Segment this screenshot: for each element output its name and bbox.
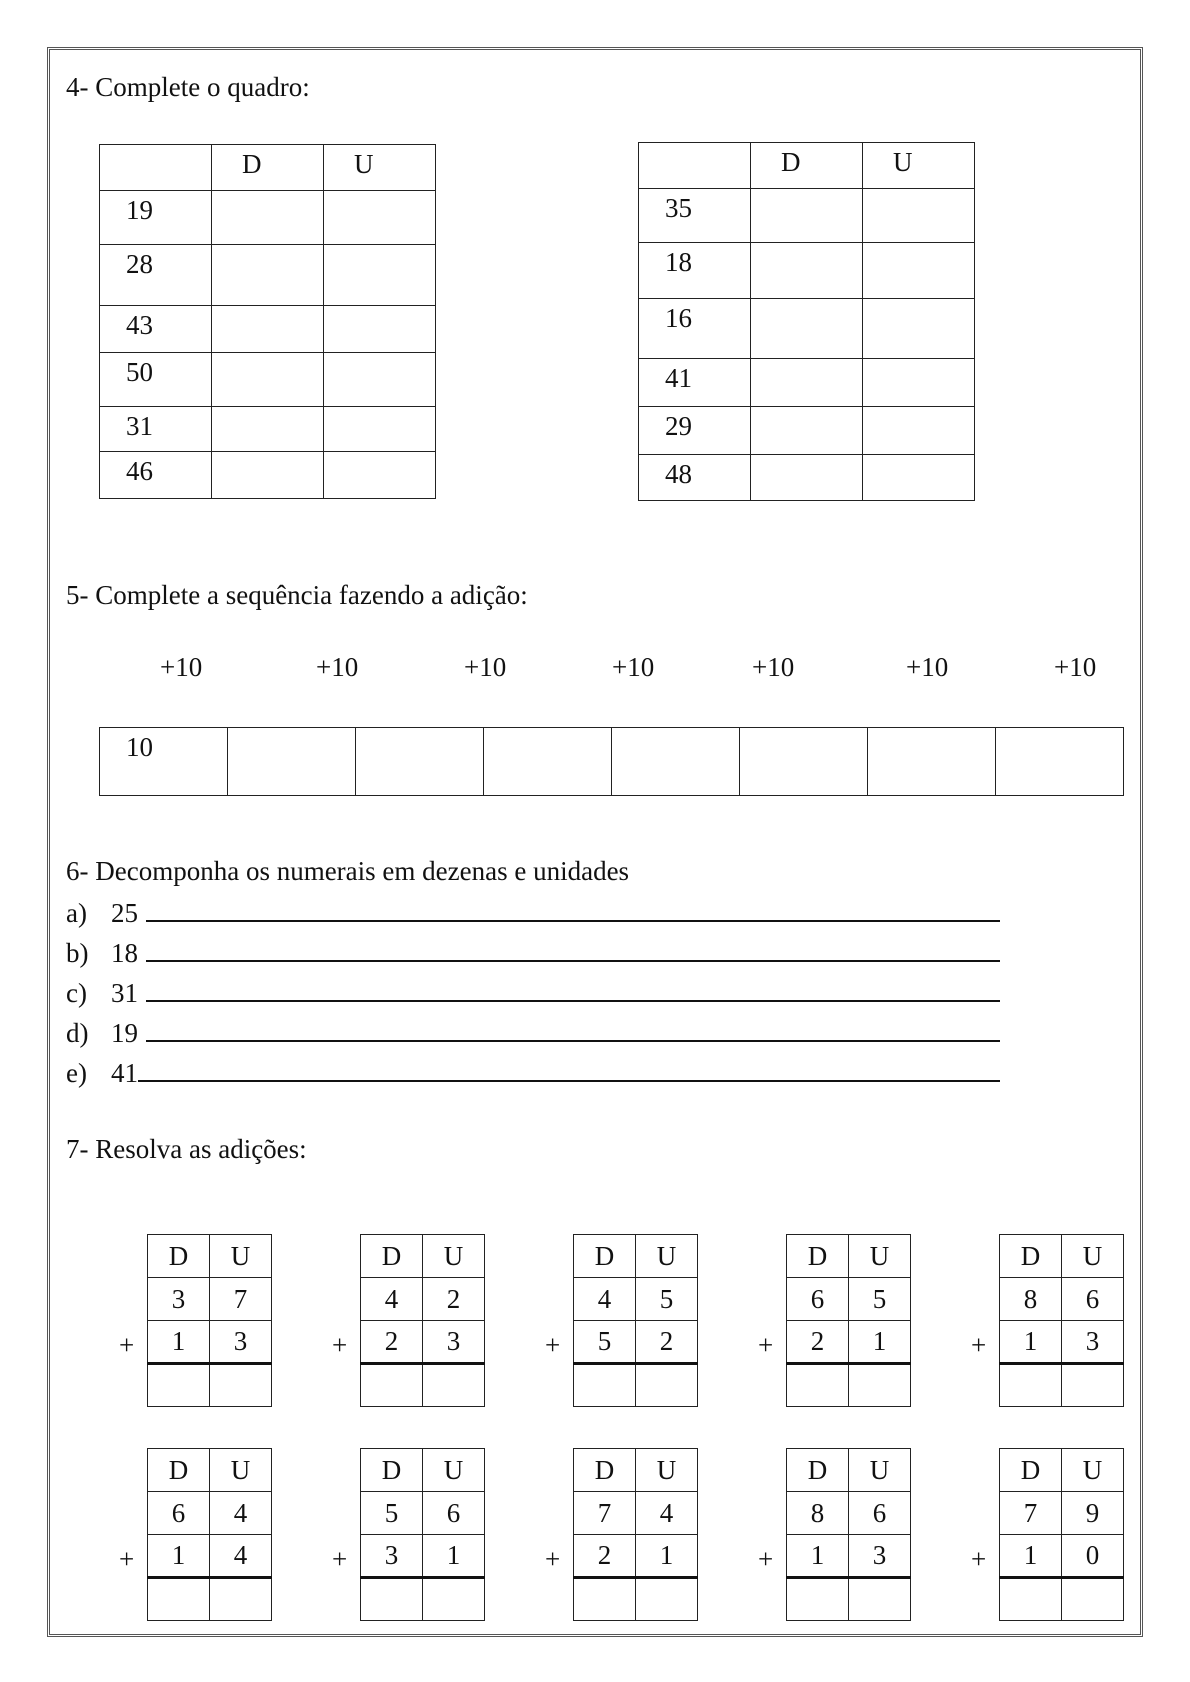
addend-row (148, 1321, 272, 1364)
units-header: U (423, 1235, 485, 1278)
sequence-answer-cell[interactable] (868, 728, 996, 796)
table-row (639, 299, 975, 359)
plus-sign: + (119, 1544, 135, 1574)
tens-answer-cell[interactable] (212, 306, 324, 353)
addition-table (573, 1448, 698, 1621)
units-answer-cell[interactable] (849, 1364, 911, 1407)
units-answer-cell[interactable] (423, 1578, 485, 1621)
answer-line[interactable] (146, 936, 1000, 962)
addition-table (786, 1448, 911, 1621)
addend-row (361, 1492, 485, 1535)
units-header: U (849, 1449, 911, 1492)
tens-digit: 2 (787, 1321, 849, 1364)
decomposition-item (66, 896, 1000, 927)
item-label: b) (66, 938, 89, 968)
plus-sign: + (971, 1330, 987, 1360)
addition-problem (971, 1234, 1124, 1407)
units-digit: 4 (636, 1492, 698, 1535)
addend-row (574, 1278, 698, 1321)
tens-digit: 3 (148, 1278, 210, 1321)
decomposition-item (66, 1056, 1000, 1087)
sum-row (1000, 1364, 1124, 1407)
sum-row (148, 1578, 272, 1621)
decomposition-item (66, 936, 1000, 967)
units-answer-cell[interactable] (324, 306, 436, 353)
units-header: U (636, 1449, 698, 1492)
tens-digit: 2 (361, 1321, 423, 1364)
item-number: 19 (111, 1018, 138, 1048)
tens-answer-cell[interactable] (751, 407, 863, 455)
units-digit: 7 (210, 1278, 272, 1321)
number-cell: 16 (639, 299, 751, 359)
units-digit: 5 (636, 1278, 698, 1321)
tens-digit: 1 (1000, 1535, 1062, 1578)
addition-table (999, 1234, 1124, 1407)
tens-answer-cell[interactable] (751, 359, 863, 407)
table-row (100, 353, 436, 407)
number-cell: 48 (639, 455, 751, 501)
answer-line[interactable] (138, 1056, 1000, 1082)
tens-answer-cell[interactable] (212, 407, 324, 452)
plus-ten-label: +10 (612, 652, 655, 682)
plus-sign: + (332, 1330, 348, 1360)
addend-row (148, 1492, 272, 1535)
tens-answer-cell[interactable] (787, 1578, 849, 1621)
tens-header: D (787, 1235, 849, 1278)
units-digit: 2 (636, 1321, 698, 1364)
header-row (574, 1449, 698, 1492)
table-header-row (639, 143, 975, 189)
plus-sign: + (119, 1330, 135, 1360)
addend-row (574, 1535, 698, 1578)
tens-answer-cell[interactable] (148, 1364, 210, 1407)
sequence-answer-cell[interactable] (612, 728, 740, 796)
table-row (639, 359, 975, 407)
tens-digit: 7 (574, 1492, 636, 1535)
header-row (148, 1449, 272, 1492)
sequence-answer-cell[interactable] (996, 728, 1124, 796)
header-row (574, 1235, 698, 1278)
addend-row (787, 1535, 911, 1578)
tens-answer-cell[interactable] (212, 452, 324, 499)
tens-header: D (787, 1449, 849, 1492)
units-digit: 3 (1062, 1321, 1124, 1364)
table-row (639, 455, 975, 501)
addend-row (361, 1321, 485, 1364)
addend-row (787, 1278, 911, 1321)
units-answer-cell[interactable] (324, 452, 436, 499)
header-row (1000, 1235, 1124, 1278)
plus-ten-label: +10 (1054, 652, 1097, 682)
number-cell: 50 (100, 353, 212, 407)
table-header-row (100, 145, 436, 191)
header-row (1000, 1449, 1124, 1492)
units-digit: 6 (1062, 1278, 1124, 1321)
plus-sign: + (758, 1330, 774, 1360)
addition-problem (119, 1234, 272, 1407)
plus-ten-label: +10 (316, 652, 359, 682)
units-answer-cell[interactable] (324, 191, 436, 245)
units-answer-cell[interactable] (863, 455, 975, 501)
units-answer-cell[interactable] (423, 1364, 485, 1407)
tens-digit: 6 (148, 1492, 210, 1535)
plus-sign: + (545, 1544, 561, 1574)
sequence-answer-cell[interactable] (740, 728, 868, 796)
units-header: U (210, 1449, 272, 1492)
table-row (100, 452, 436, 499)
addend-row (361, 1535, 485, 1578)
units-answer-cell[interactable] (863, 407, 975, 455)
tens-answer-cell[interactable] (212, 191, 324, 245)
addend-row (1000, 1321, 1124, 1364)
tens-answer-cell[interactable] (574, 1578, 636, 1621)
units-answer-cell[interactable] (863, 189, 975, 243)
units-header: U (210, 1235, 272, 1278)
item-number: 31 (111, 978, 138, 1008)
plus-sign: + (971, 1544, 987, 1574)
tens-answer-cell[interactable] (1000, 1578, 1062, 1621)
units-digit: 3 (423, 1321, 485, 1364)
tens-digit: 4 (574, 1278, 636, 1321)
plus-ten-label: +10 (752, 652, 795, 682)
addition-table (147, 1234, 272, 1407)
units-answer-cell[interactable] (863, 359, 975, 407)
units-answer-cell[interactable] (849, 1578, 911, 1621)
tens-digit: 8 (787, 1492, 849, 1535)
units-answer-cell[interactable] (1062, 1364, 1124, 1407)
addition-problem (332, 1448, 485, 1621)
item-number: 25 (111, 898, 138, 928)
header-row (148, 1235, 272, 1278)
units-digit: 5 (849, 1278, 911, 1321)
tens-answer-cell[interactable] (212, 245, 324, 306)
item-label: a) (66, 898, 87, 928)
addition-problem (545, 1448, 698, 1621)
number-cell: 18 (639, 243, 751, 299)
tens-answer-cell[interactable] (361, 1364, 423, 1407)
units-digit: 3 (210, 1321, 272, 1364)
item-label: c) (66, 978, 87, 1008)
header-cell: D (751, 143, 863, 189)
header-row (787, 1449, 911, 1492)
tens-header: D (361, 1449, 423, 1492)
header-cell: U (863, 143, 975, 189)
units-digit: 3 (849, 1535, 911, 1578)
tens-answer-cell[interactable] (787, 1364, 849, 1407)
number-cell: 35 (639, 189, 751, 243)
sum-row (787, 1364, 911, 1407)
units-answer-cell[interactable] (324, 353, 436, 407)
sequence-answer-cell[interactable] (484, 728, 612, 796)
plus-ten-label: +10 (464, 652, 507, 682)
tens-header: D (148, 1449, 210, 1492)
units-answer-cell[interactable] (324, 245, 436, 306)
plus-sign: + (545, 1330, 561, 1360)
addend-row (148, 1278, 272, 1321)
units-digit: 6 (423, 1492, 485, 1535)
tens-header: D (574, 1235, 636, 1278)
header-cell (100, 145, 212, 191)
table-row (100, 245, 436, 306)
header-cell (639, 143, 751, 189)
number-cell: 28 (100, 245, 212, 306)
plus-ten-label: +10 (906, 652, 949, 682)
number-cell: 29 (639, 407, 751, 455)
tens-digit: 2 (574, 1535, 636, 1578)
sum-row (574, 1578, 698, 1621)
units-digit: 0 (1062, 1535, 1124, 1578)
q5-title: 5- Complete a sequência fazendo a adição: (66, 580, 528, 610)
units-header: U (423, 1449, 485, 1492)
plus-sign: + (332, 1544, 348, 1574)
table-row (100, 407, 436, 452)
units-answer-cell[interactable] (1062, 1578, 1124, 1621)
header-row (361, 1449, 485, 1492)
tens-digit: 3 (361, 1535, 423, 1578)
tens-digit: 1 (148, 1535, 210, 1578)
units-header: U (636, 1235, 698, 1278)
sum-row (361, 1364, 485, 1407)
answer-line[interactable] (146, 976, 1000, 1002)
tens-answer-cell[interactable] (212, 353, 324, 407)
units-answer-cell[interactable] (210, 1578, 272, 1621)
decomposition-item (66, 976, 1000, 1007)
number-cell: 19 (100, 191, 212, 245)
sum-row (148, 1364, 272, 1407)
tens-digit: 7 (1000, 1492, 1062, 1535)
table-row (100, 191, 436, 245)
addend-row (1000, 1278, 1124, 1321)
tens-digit: 1 (1000, 1321, 1062, 1364)
sum-row (787, 1578, 911, 1621)
table-row (639, 243, 975, 299)
tens-answer-cell[interactable] (751, 189, 863, 243)
units-digit: 2 (423, 1278, 485, 1321)
addend-row (574, 1321, 698, 1364)
sum-row (361, 1578, 485, 1621)
addition-problem (758, 1234, 911, 1407)
units-answer-cell[interactable] (863, 299, 975, 359)
addition-problem (332, 1234, 485, 1407)
number-cell: 46 (100, 452, 212, 499)
addition-table (360, 1234, 485, 1407)
q4-table-left (99, 144, 436, 499)
tens-header: D (574, 1449, 636, 1492)
tens-digit: 1 (148, 1321, 210, 1364)
plus-sign: + (758, 1544, 774, 1574)
answer-line[interactable] (146, 1016, 1000, 1042)
decomposition-item (66, 1016, 1000, 1047)
tens-digit: 6 (787, 1278, 849, 1321)
tens-digit: 5 (361, 1492, 423, 1535)
units-digit: 1 (423, 1535, 485, 1578)
number-cell: 43 (100, 306, 212, 353)
addend-row (361, 1278, 485, 1321)
units-digit: 1 (636, 1535, 698, 1578)
item-label: e) (66, 1058, 87, 1088)
tens-header: D (1000, 1235, 1062, 1278)
addition-table (786, 1234, 911, 1407)
addend-row (1000, 1492, 1124, 1535)
tens-digit: 8 (1000, 1278, 1062, 1321)
header-cell: D (212, 145, 324, 191)
units-header: U (1062, 1235, 1124, 1278)
addend-row (787, 1492, 911, 1535)
addition-problem (971, 1448, 1124, 1621)
tens-header: D (148, 1235, 210, 1278)
tens-answer-cell[interactable] (574, 1364, 636, 1407)
tens-digit: 1 (787, 1535, 849, 1578)
units-digit: 6 (849, 1492, 911, 1535)
units-header: U (1062, 1449, 1124, 1492)
addend-row (1000, 1535, 1124, 1578)
tens-answer-cell[interactable] (148, 1578, 210, 1621)
units-answer-cell[interactable] (636, 1578, 698, 1621)
addition-problem (119, 1448, 272, 1621)
tens-header: D (361, 1235, 423, 1278)
item-number: 41 (111, 1058, 138, 1088)
item-number: 18 (111, 938, 138, 968)
addition-table (360, 1448, 485, 1621)
units-answer-cell[interactable] (863, 243, 975, 299)
table-row (639, 189, 975, 243)
tens-answer-cell[interactable] (751, 243, 863, 299)
addend-row (787, 1321, 911, 1364)
q6-title: 6- Decomponha os numerais em dezenas e unidades (66, 856, 630, 886)
addend-row (574, 1492, 698, 1535)
header-row (361, 1235, 485, 1278)
header-cell: U (324, 145, 436, 191)
plus-ten-label: +10 (160, 652, 203, 682)
units-digit: 4 (210, 1535, 272, 1578)
addition-problem (545, 1234, 698, 1407)
addend-row (148, 1535, 272, 1578)
addition-problem (758, 1448, 911, 1621)
table-row (639, 407, 975, 455)
sequence-start-cell: 10 (100, 728, 228, 796)
tens-header: D (1000, 1449, 1062, 1492)
addition-table (999, 1448, 1124, 1621)
tens-answer-cell[interactable] (751, 299, 863, 359)
units-header: U (849, 1235, 911, 1278)
units-digit: 9 (1062, 1492, 1124, 1535)
answer-line[interactable] (146, 896, 1000, 922)
units-digit: 4 (210, 1492, 272, 1535)
tens-answer-cell[interactable] (751, 455, 863, 501)
tens-answer-cell[interactable] (1000, 1364, 1062, 1407)
units-answer-cell[interactable] (324, 407, 436, 452)
number-cell: 41 (639, 359, 751, 407)
sum-row (1000, 1578, 1124, 1621)
sequence-answer-cell[interactable] (228, 728, 356, 796)
units-answer-cell[interactable] (636, 1364, 698, 1407)
tens-digit: 5 (574, 1321, 636, 1364)
q4-table-right (638, 142, 975, 501)
addition-table (147, 1448, 272, 1621)
q4-title: 4- Complete o quadro: (66, 72, 310, 102)
addition-table (573, 1234, 698, 1407)
q7-title: 7- Resolva as adições: (66, 1134, 307, 1164)
number-cell: 31 (100, 407, 212, 452)
units-answer-cell[interactable] (210, 1364, 272, 1407)
tens-answer-cell[interactable] (361, 1578, 423, 1621)
tens-digit: 4 (361, 1278, 423, 1321)
table-row (100, 306, 436, 353)
sequence-answer-cell[interactable] (356, 728, 484, 796)
sum-row (574, 1364, 698, 1407)
q5-sequence (99, 727, 1124, 796)
item-label: d) (66, 1018, 89, 1048)
units-digit: 1 (849, 1321, 911, 1364)
header-row (787, 1235, 911, 1278)
